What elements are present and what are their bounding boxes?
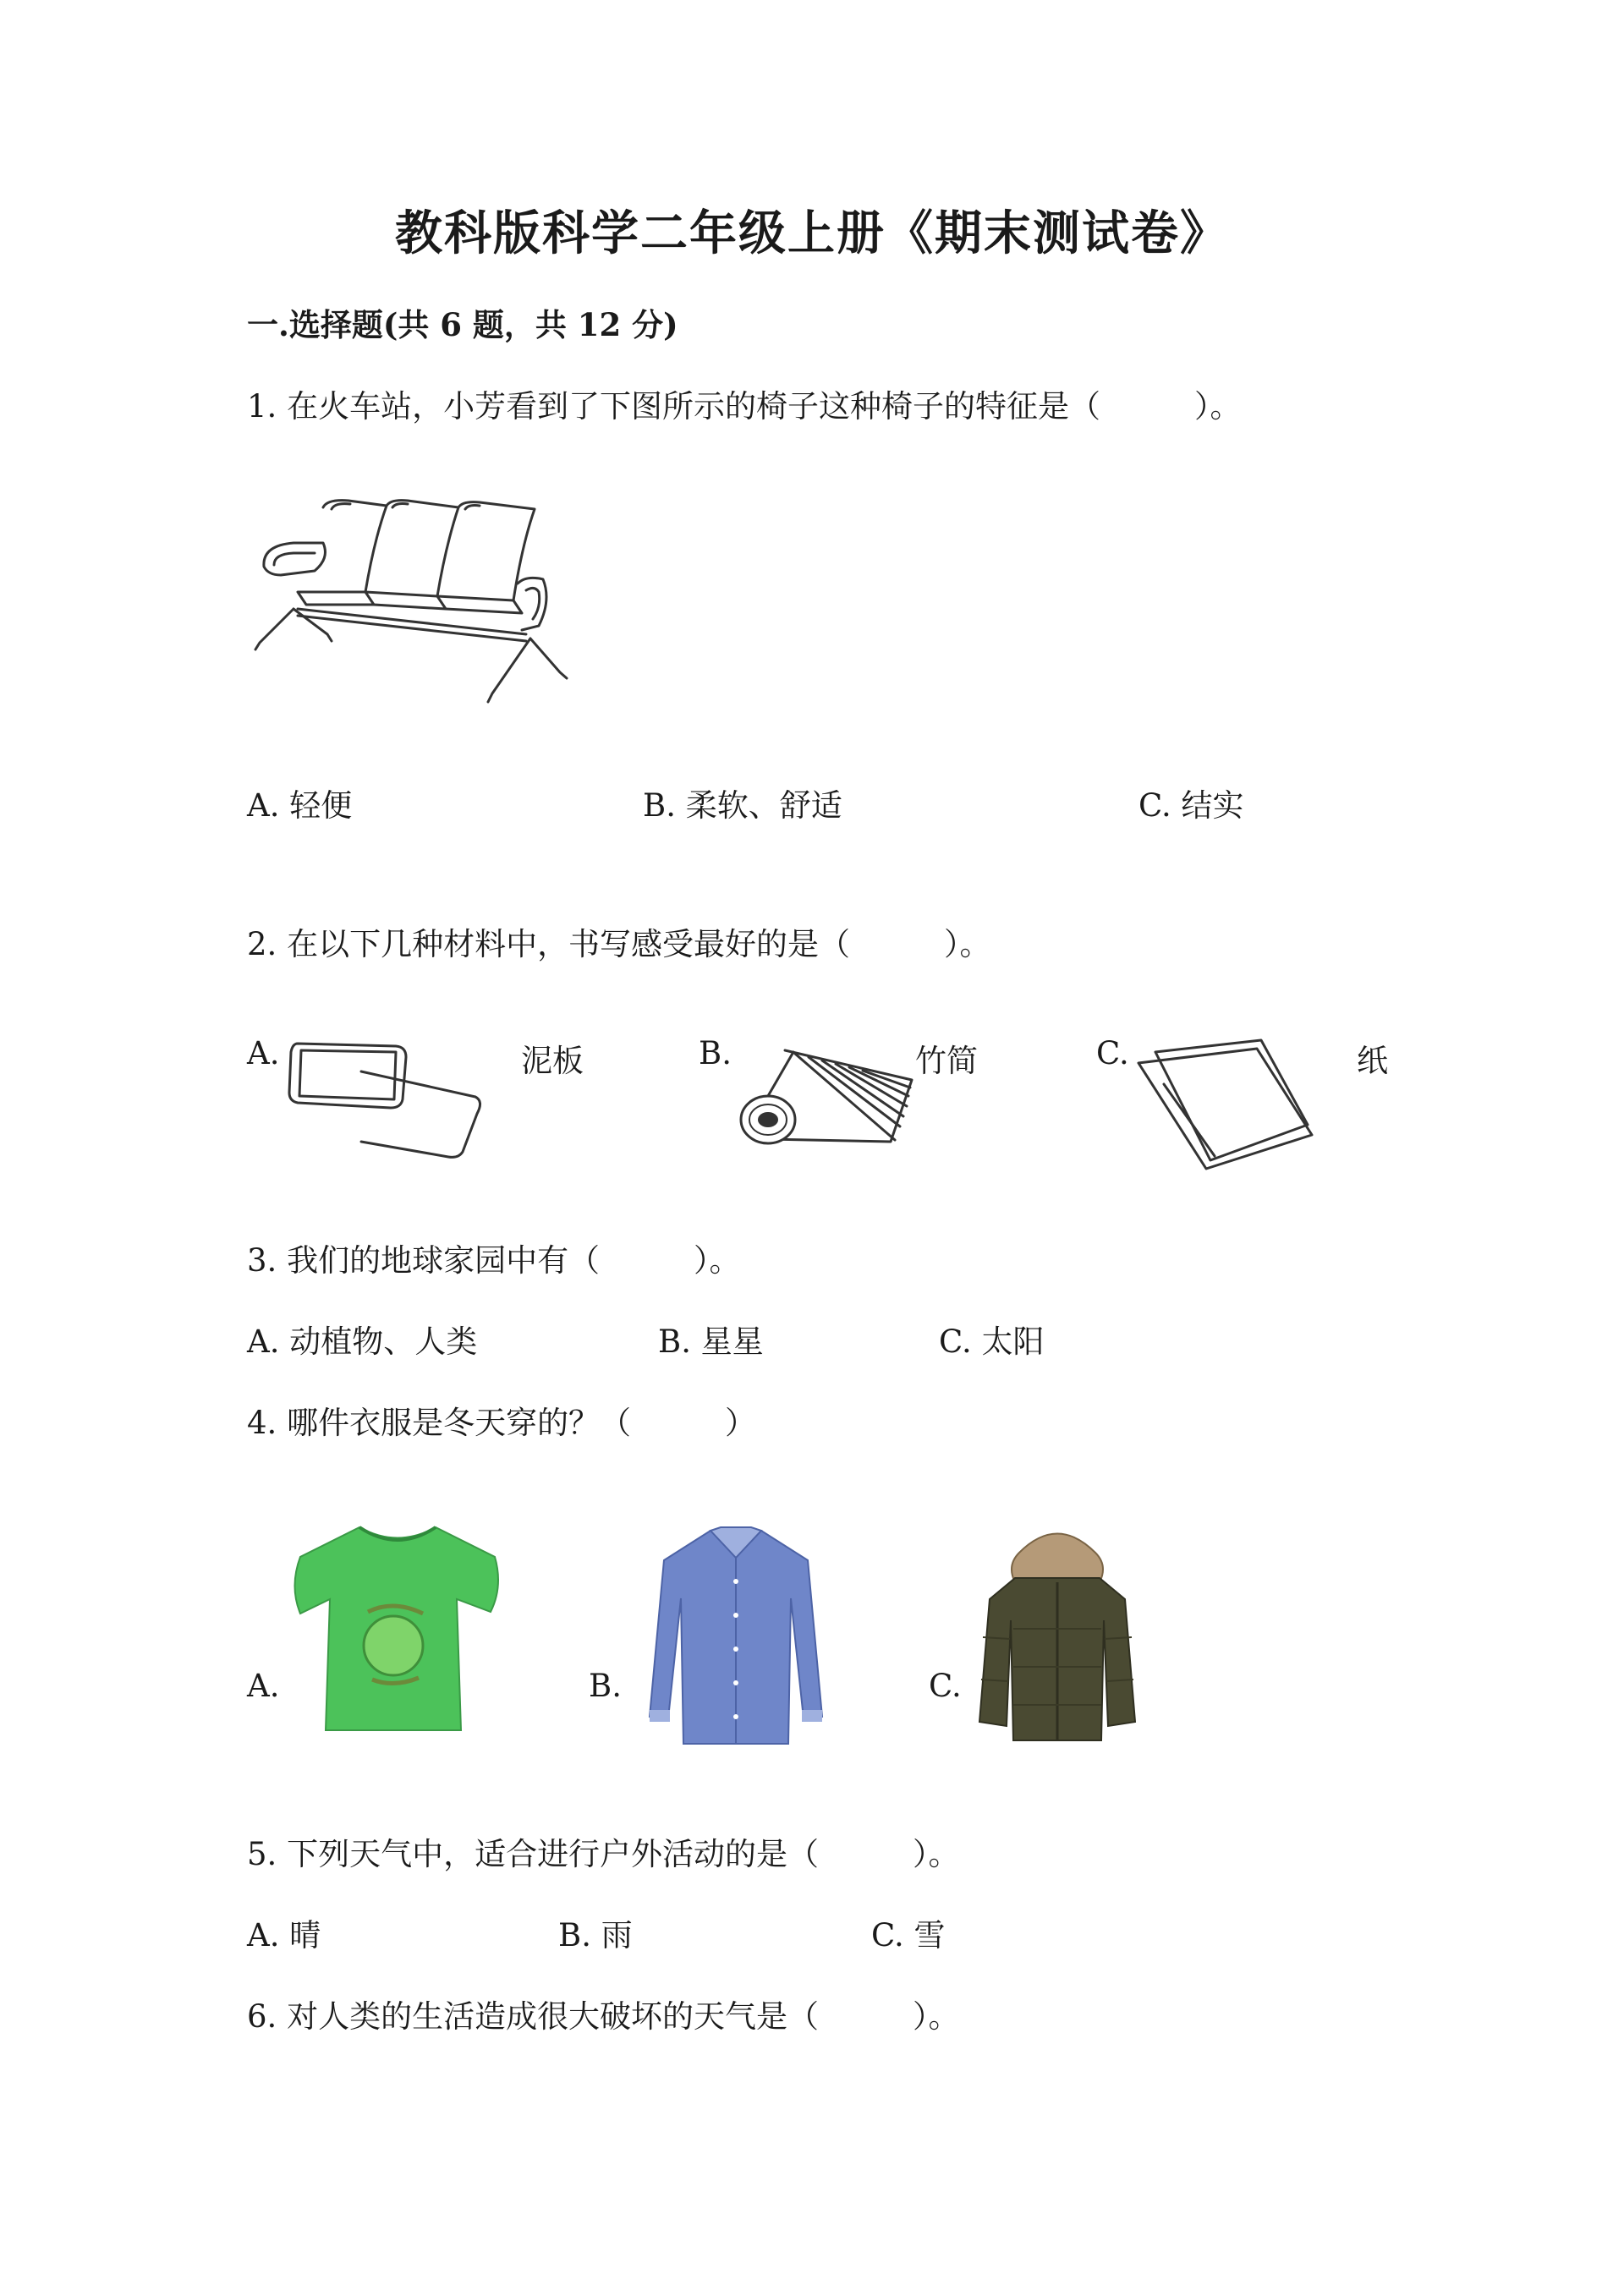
question-5-text: 5. 下列天气中，适合进行户外活动的是（ ）。 — [247, 1836, 960, 1872]
airport-bench-icon — [247, 490, 577, 719]
question-6-text: 6. 对人类的生活造成很大破坏的天气是（ ）。 — [247, 1998, 960, 2035]
q5-option-c: C. 雪 — [871, 1917, 946, 1954]
q4-option-b-letter: B. — [589, 1668, 622, 1704]
question-1-text: 1. 在火车站，小芳看到了下图所示的椅子这种椅子的特征是（ ）。 — [247, 388, 1242, 425]
q2-option-c-label: 纸 — [1357, 1043, 1388, 1079]
q4-option-c-letter: C. — [929, 1668, 962, 1704]
q1-option-b: B. 柔软、舒适 — [643, 787, 842, 824]
clay-tablet-icon — [281, 1033, 484, 1160]
q2-option-b-label: 竹简 — [915, 1043, 978, 1079]
question-3-text: 3. 我们的地球家园中有（ ）。 — [247, 1242, 741, 1279]
q2-option-c-letter: C. — [1096, 1035, 1129, 1071]
blue-shirt-icon — [643, 1522, 829, 1751]
q1-option-c: C. 结实 — [1138, 787, 1244, 824]
question-4-text: 4. 哪件衣服是冬天穿的？（ ） — [247, 1405, 757, 1441]
q5-option-b: B. 雨 — [558, 1917, 633, 1954]
bamboo-slip-icon — [734, 1042, 920, 1152]
q2-option-a-letter: A. — [247, 1035, 280, 1071]
q3-option-c: C. 太阳 — [939, 1323, 1045, 1360]
q1-option-a: A. 轻便 — [247, 787, 353, 824]
green-tshirt-icon — [288, 1519, 508, 1739]
page-title: 教科版科学二年级上册《期末测试卷》 — [395, 205, 1229, 261]
section-heading: 一.选择题(共 6 题，共 12 分) — [247, 306, 678, 343]
q2-option-b-letter: B. — [699, 1035, 732, 1071]
q3-option-b: B. 星星 — [658, 1323, 764, 1360]
q3-option-a: A. 动植物、人类 — [247, 1323, 478, 1360]
question-2-text: 2. 在以下几种材料中，书写感受最好的是（ ）。 — [247, 926, 991, 962]
q4-option-a-letter: A. — [247, 1668, 280, 1704]
paper-sheets-icon — [1130, 1033, 1325, 1177]
winter-coat-icon — [973, 1519, 1142, 1747]
q5-option-a: A. 晴 — [247, 1917, 321, 1954]
q2-option-a-label: 泥板 — [521, 1043, 584, 1079]
